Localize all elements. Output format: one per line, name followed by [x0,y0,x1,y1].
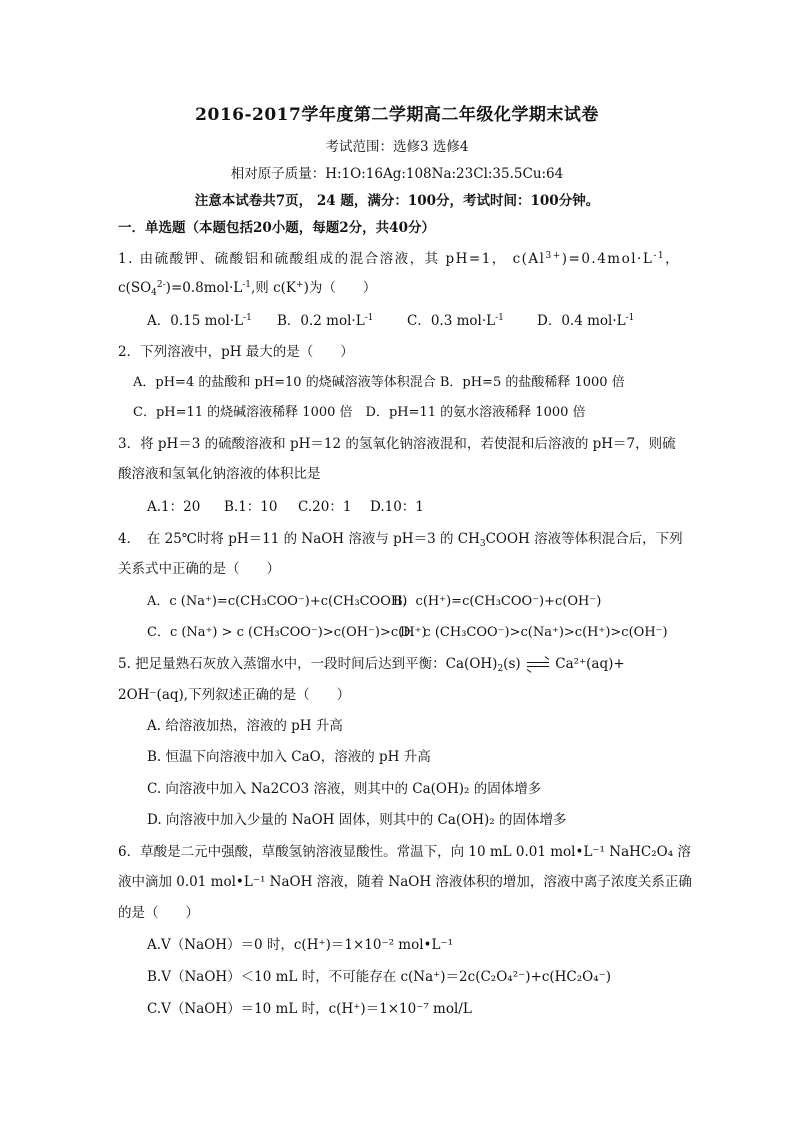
exam-title: 2016-2017学年度第二学期高二年级化学期末试卷 [195,105,599,125]
equilibrium-arrow-icon [525,660,551,670]
q1-option-a: A．0.15 $mol\cdot L^{-1}$ [147,313,252,329]
q3-option-b: B.1：10 [224,499,278,515]
q5-option-a: A. 给溶液加热，溶液的 pH 升高 [147,718,343,734]
q5-option-c: C. 向溶液中加入 Na2CO3 溶液，则其中的 Ca(OH)₂ 的固体增多 [147,781,542,797]
exam-notice: 注意本试卷共7页， 24 题，满分：100分，考试时间：100分钟。 [194,193,600,209]
q5-stem-line1: 5. 把足量熟石灰放入蒸馏水中，一段时间后达到平衡：$Ca(OH)_2(s)$ Ca²⁺(aq)+ [118,656,625,674]
q3-stem-line1: 3．将 pH＝3 的硫酸溶液和 pH＝12 的氢氧化钠溶液混和，若使混和后溶液的 pH＝7，则硫 [118,436,676,452]
q3-option-d: D.10：1 [370,499,424,515]
q1-option-c: C．0.3 $mol\cdot L^{-1}$ [407,313,504,329]
atomic-mass-line: 相对原子质量：H:1O:16Ag:108Na:23Cl:35.5Cu:64 [230,166,564,182]
q3-option-a: A.1：20 [147,499,201,515]
q4-option-c: C．c (Na⁺) > c (CH₃COO⁻)>c(OH⁻)>c(H⁺) [147,625,427,640]
section-heading: 一．单选题（本题包括20小题，每题2分，共40分） [118,220,435,236]
exam-scope: 考试范围：选修3 选修4 [325,139,469,155]
q4-option-d: D．c (CH₃COO⁻)>c(Na⁺)>c(H⁺)>c(OH⁻) [400,625,668,640]
q3-option-c: C.20：1 [298,499,352,515]
q6-option-c: C.V（NaOH）＝10 mL 时，c(H⁺)＝1×10⁻⁷ mol/L [147,1001,472,1017]
q5-option-d: D. 向溶液中加入少量的 NaOH 固体，则其中的 Ca(OH)₂ 的固体增多 [147,812,567,828]
q1-option-b: B．0.2 $mol\cdot L^{-1}$ [277,313,374,329]
q1-option-d: D．0.4 $mol\cdot L^{-1}$ [537,313,635,329]
q4-option-a: A．c (Na⁺)=c(CH₃COO⁻)+c(CH₃COOH) [147,594,408,609]
q1-stem-line1: 1. 由硫酸钾、硫酸铝和硫酸组成的混合溶液，其 pH=1， $c(Al^{3+})=0.4mol\cdot L^{-1}$， [118,251,681,267]
q4-option-b: B．c(H⁺)=c(CH₃COO⁻)+c(OH⁻) [393,594,602,609]
q6-stem-line2: 液中滴加 0.01 mol•L⁻¹ NaOH 溶液，随着 NaOH 溶液体积的增加，溶液中离子浓度关系正确 [118,874,692,890]
q5-stem-line2: 2OH⁻(aq),下列叙述正确的是（ ） [118,687,351,703]
q4-stem-line2: 关系式中正确的是（ ） [118,561,280,577]
q1-stem-line2: $c(SO_4^{2-})=0.8mol\cdot L^{-1}$,则 c(K+)为（ ） [118,280,377,298]
q2-options-ab: A．pH=4 的盐酸和 pH=10 的烧碱溶液等体积混合 B．pH=5 的盐酸稀释 1000 倍 [133,375,625,390]
q6-stem-line1: 6．草酸是二元中强酸，草酸氢钠溶液显酸性。常温下，向 10 mL 0.01 mol•L⁻¹ NaHC₂O₄ 溶 [118,844,691,860]
q3-stem-line2: 酸溶液和氢氧化钠溶液的体积比是 [118,466,321,482]
q6-option-b: B.V（NaOH）＜10 mL 时，不可能存在 c(Na⁺)＝2c(C₂O₄²⁻)+c(HC₂O₄⁻) [147,969,612,985]
q6-option-a: A.V（NaOH）＝0 时，c(H⁺)＝1×10⁻² mol•L⁻¹ [147,937,453,953]
q4-stem-line1: 4． 在 25℃时将 pH＝11 的 NaOH 溶液与 pH＝3 的 $CH_3COOH$ 溶液等体积混合后，下列 [118,531,683,549]
q2-options-cd: C．pH=11 的烧碱溶液稀释 1000 倍 D．pH=11 的氨水溶液稀释 1000 倍 [133,405,586,420]
q5-option-b: B. 恒温下向溶液中加入 CaO，溶液的 pH 升高 [147,749,431,765]
q6-stem-line3: 的是（ ） [118,905,199,921]
q2-stem: 2．下列溶液中，pH 最大的是（ ） [118,344,354,360]
